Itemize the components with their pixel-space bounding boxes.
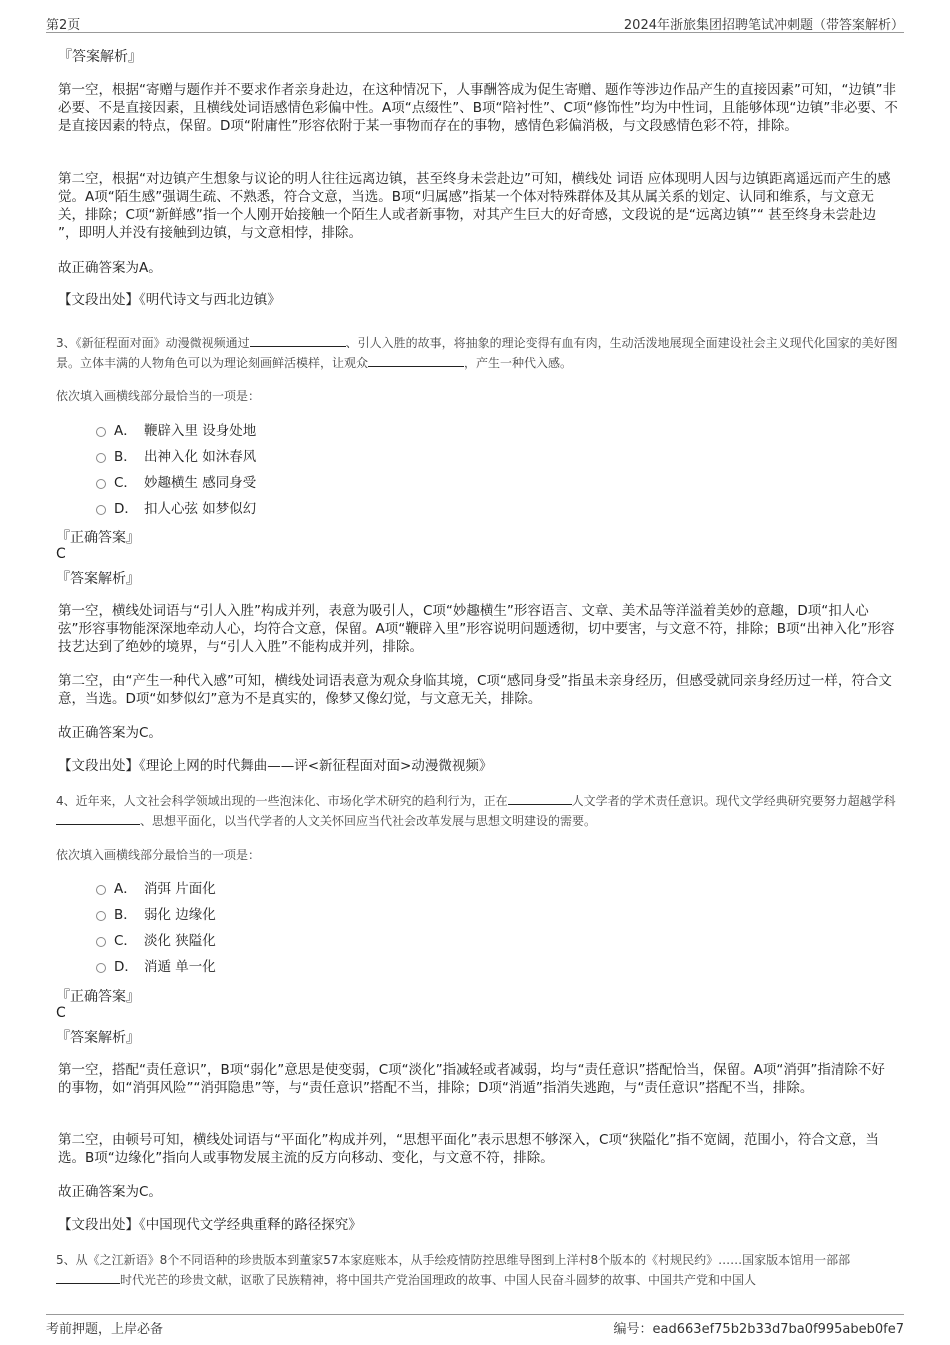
radio-icon[interactable] [96, 479, 106, 489]
q4-answer-label: 『正确答案』 [56, 989, 140, 1005]
radio-icon[interactable] [96, 937, 106, 947]
option-text: 消遁 单一化 [144, 959, 216, 975]
q3-option-b[interactable] [96, 448, 256, 466]
radio-icon[interactable] [96, 911, 106, 921]
q4-option-b[interactable] [96, 906, 216, 924]
option-text: 扣人心弦 如梦似幻 [144, 501, 257, 517]
q3-answer-label: 『正确答案』 [56, 530, 140, 546]
q5-stem [56, 1250, 902, 1290]
q2-analysis-p2: 第二空，根据“对边镇产生想象与议论的明人往往远离边镇，甚至终身未尝赴边”可知，横线处 词语 应体现明人因与边镇距离遥远而产生的感觉。A项“陌生感”强调生疏、不熟悉，符合文意，当选。B项“归属感”指某一个体对特殊群体及其从属关系的划定、认同和维系，与文意无关，排除；C项“新鲜感”指一个人刚开始接触一个陌生人或者新事物，对其产生巨大的好奇感，文段说的是“远离边镇”“ 甚至终身未尝赴边 ”，即明人并没有接触到边镇，与文意相悖，排除。 [58, 171, 891, 241]
option-key: C． [114, 475, 137, 491]
q3-source: 【文段出处】《理论上网的时代舞曲——评<新征程面对面>动漫微视频》 [58, 758, 493, 774]
q4-prompt: 依次填入画横线部分最恰当的一项是： [56, 848, 261, 862]
q2-analysis-p1: 第一空，根据“寄赠与题作并不要求作者亲身赴边，在这种情况下，人事酬答成为促生寄赠、题作等涉边作品产生的直接因素”可知，“边镇”非必要、不是直接因素，且横线处词语感情色彩偏中性。A项“点缀性”、B项“陪衬性”、C项“修饰性”均为中性词，且能够体现“边镇”非必要、不是直接因素的特点，保留。D项“附庸性”形容依附于某一事物而存在的事物，感情色彩偏消极，与文段感情色彩不符，排除。 [58, 82, 898, 134]
q4-stem-part3: 、思想平面化，以当代学者的人文关怀回应当代社会改革发展与思想文明建设的需要。 [140, 814, 597, 828]
q3-answer: C [56, 546, 66, 562]
option-text: 鞭辟入里 设身处地 [144, 423, 257, 439]
q3-stem-part3: ，产生一种代入感。 [464, 356, 573, 370]
q2-analysis-label: 『答案解析』 [58, 49, 142, 65]
document-title: 2024年浙旅集团招聘笔试冲刺题（带答案解析） [623, 18, 904, 33]
q4-analysis-label: 『答案解析』 [56, 1030, 140, 1046]
q3-blank-2 [368, 354, 464, 367]
radio-icon[interactable] [96, 885, 106, 895]
option-text: 妙趣横生 感同身受 [144, 475, 257, 491]
q3-stem-part1: 3、《新征程面对面》动漫微视频通过 [56, 336, 250, 350]
q4-analysis-p2: 第二空，由顿号可知，横线处词语与“平面化”构成并列，“思想平面化”表示思想不够深入，C项“狭隘化”指不宽阔，范围小，符合文意，当选。B项“边缘化”指向人或事物发展主流的反方向移动、变化，与文意不符，排除。 [58, 1132, 879, 1166]
page-number: 第2页 [46, 18, 81, 33]
option-key: C． [114, 933, 137, 949]
option-text: 淡化 狭隘化 [144, 933, 216, 949]
q4-conclusion: 故正确答案为C。 [58, 1184, 162, 1200]
q3-stem-part2: 、引人入胜的故事，将抽象的理论变得有血有肉，生动活泼地展现全面建设社会主义现代化国家的美好图景。立体丰满的人物角色可以为理论刻画鲜活模样，让观众 [56, 336, 898, 370]
radio-icon[interactable] [96, 963, 106, 973]
q3-conclusion: 故正确答案为C。 [58, 725, 162, 741]
footer-slogan: 考前押题，上岸必备 [46, 1322, 164, 1337]
radio-icon[interactable] [96, 453, 106, 463]
option-text: 出神入化 如沐春风 [144, 449, 257, 465]
q2-source: 【文段出处】《明代诗文与西北边镇》 [58, 292, 281, 308]
option-key: A． [114, 881, 137, 897]
q4-stem [56, 791, 902, 831]
q3-analysis-p2: 第二空，由“产生一种代入感”可知，横线处词语表意为观众身临其境，C项“感同身受”指虽未亲身经历，但感受就同亲身经历过一样，符合文意，当选。D项“如梦似幻”意为不是真实的，像梦又像幻觉，与文意无关，排除。 [58, 673, 892, 707]
option-text: 消弭 片面化 [144, 881, 216, 897]
q4-stem-part2: 人文学者的学术责任意识。现代文学经典研究要努力超越学科 [571, 794, 896, 808]
q5-blank-1 [56, 1271, 120, 1284]
option-key: A． [114, 423, 137, 439]
option-text: 弱化 边缘化 [144, 907, 216, 923]
q5-stem-part2: 时代光芒的珍贵文献，讴歌了民族精神，将中国共产党治国理政的故事、中国人民奋斗圆梦的故事、中国共产党和中国人 [120, 1273, 757, 1287]
q4-option-d[interactable] [96, 958, 216, 976]
q4-analysis-p1: 第一空，搭配“责任意识”，B项“弱化”意思是使变弱，C项“淡化”指减轻或者减弱，均与“责任意识”搭配恰当，保留。A项“消弭”指清除不好的事物，如“消弭风险”“消弭隐患”等，与“责任意识”搭配不当，排除；D项“消遁”指消失逃跑，与“责任意识”搭配不当，排除。 [58, 1062, 885, 1096]
q3-analysis-label: 『答案解析』 [56, 571, 140, 587]
q4-stem-part1: 4、近年来，人文社会科学领域出现的一些泡沫化、市场化学术研究的趋利行为，正在 [56, 794, 508, 808]
option-key: B． [114, 449, 137, 465]
q4-blank-2 [56, 812, 140, 825]
q4-option-a[interactable] [96, 880, 216, 898]
q3-blank-1 [250, 334, 346, 347]
page-footer [46, 1314, 904, 1338]
q3-option-d[interactable] [96, 500, 256, 518]
q3-prompt: 依次填入画横线部分最恰当的一项是： [56, 389, 261, 403]
q3-option-c[interactable] [96, 474, 256, 492]
q4-blank-1 [508, 792, 572, 805]
option-key: B． [114, 907, 137, 923]
q5-stem-part1: 5、从《之江新语》8个不同语种的珍贵版本到董家57本家庭账本，从手绘疫情防控思维导图到上洋村8个版本的《村规民约》……国家版本馆用一部部 [56, 1253, 851, 1267]
option-key: D． [114, 501, 138, 517]
q4-source: 【文段出处】《中国现代文学经典重释的路径探究》 [58, 1217, 362, 1233]
radio-icon[interactable] [96, 505, 106, 515]
q3-option-a[interactable] [96, 422, 256, 440]
q3-analysis-p1: 第一空，横线处词语与“引人入胜”构成并列，表意为吸引人，C项“妙趣横生”形容语言、文章、美术品等洋溢着美妙的意趣，D项“扣人心弦”形容事物能深深地牵动人心，均符合文意，保留。A项“鞭辟入里”形容说明问题透彻，切中要害，与文意不符，排除；B项“出神入化”形容技艺达到了绝妙的境界，与“引人入胜”不能构成并列，排除。 [58, 603, 895, 655]
radio-icon[interactable] [96, 427, 106, 437]
q2-conclusion: 故正确答案为A。 [58, 260, 162, 276]
option-key: D． [114, 959, 138, 975]
q4-answer: C [56, 1005, 66, 1021]
page-header [46, 14, 904, 33]
q4-option-c[interactable] [96, 932, 216, 950]
document-id: 编号：ead663ef75b2b33d7ba0f995abeb0fe7 [613, 1322, 904, 1337]
q3-stem [56, 333, 902, 373]
